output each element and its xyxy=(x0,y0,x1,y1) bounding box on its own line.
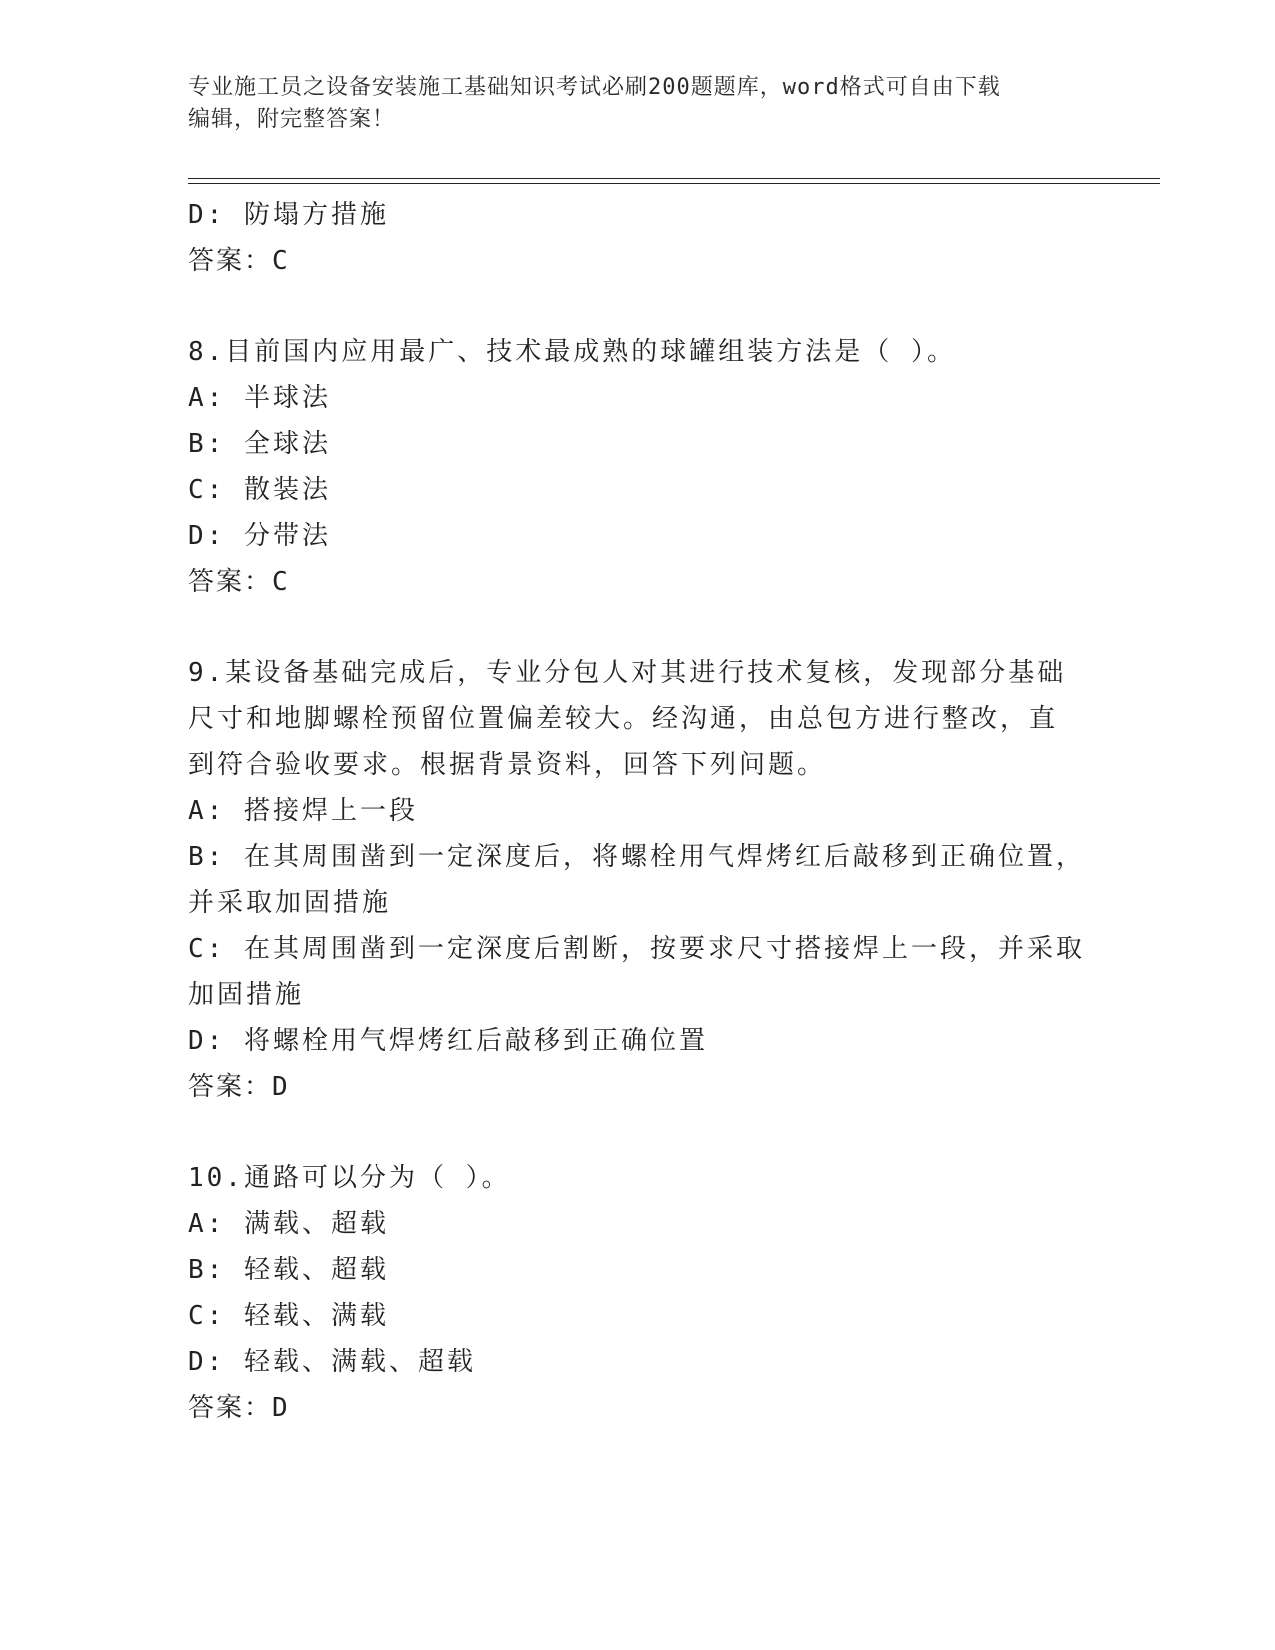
question-stem-line: 10.通路可以分为（ ）。 xyxy=(188,1163,511,1193)
header-divider-top xyxy=(188,178,1160,179)
spacer xyxy=(188,605,1088,650)
question-block xyxy=(188,1155,1088,1431)
option-a: A: 满载、超载 xyxy=(188,1209,389,1239)
question-stem xyxy=(188,329,1088,375)
header-divider-bottom xyxy=(188,183,1160,184)
partial-option-d: D: 防塌方措施 xyxy=(188,200,389,230)
answer-label: 答案：D xyxy=(188,1072,290,1102)
spacer xyxy=(188,284,1088,329)
question-stem xyxy=(188,650,1088,788)
question-stem-line: 8.目前国内应用最广、技术最成熟的球罐组装方法是（ ）。 xyxy=(188,337,956,367)
question-content xyxy=(188,192,1088,1431)
answer-label: 答案：D xyxy=(188,1393,290,1423)
option-b xyxy=(188,834,1088,926)
option-c-line: C: 在其周围凿到一定深度后割断，按要求尺寸搭接焊上一段，并采取 xyxy=(188,934,1085,964)
option-a: A: 半球法 xyxy=(188,383,331,413)
question-block xyxy=(188,329,1088,605)
question-stem xyxy=(188,1155,1088,1201)
option-b-line: B: 在其周围凿到一定深度后，将螺栓用气焊烤红后敲移到正确位置， xyxy=(188,842,1085,872)
question-stem-line: 尺寸和地脚螺栓预留位置偏差较大。经沟通，由总包方进行整改，直 xyxy=(188,704,1059,734)
option-c: C: 散装法 xyxy=(188,475,331,505)
header-line-2: 编辑，附完整答案！ xyxy=(188,107,396,132)
answer-label: 答案：C xyxy=(188,567,290,597)
header-line-1: 专业施工员之设备安装施工基础知识考试必刷200题题库，word格式可自由下载 xyxy=(188,75,1001,100)
spacer xyxy=(188,1110,1088,1155)
option-b-line: 并采取加固措施 xyxy=(188,888,392,918)
option-b: B: 全球法 xyxy=(188,429,331,459)
partial-answer: 答案：C xyxy=(188,246,290,276)
option-c-line: 加固措施 xyxy=(188,980,305,1010)
option-b: B: 轻载、超载 xyxy=(188,1255,389,1285)
option-d: D: 轻载、满载、超载 xyxy=(188,1347,476,1377)
option-d: D: 分带法 xyxy=(188,521,331,551)
document-header xyxy=(188,72,1088,136)
option-c: C: 轻载、满载 xyxy=(188,1301,389,1331)
question-block xyxy=(188,650,1088,1110)
option-d: D: 将螺栓用气焊烤红后敲移到正确位置 xyxy=(188,1026,708,1056)
question-stem-line: 9.某设备基础完成后，专业分包人对其进行技术复核，发现部分基础 xyxy=(188,658,1067,688)
question-stem-line: 到符合验收要求。根据背景资料，回答下列问题。 xyxy=(188,750,827,780)
option-c xyxy=(188,926,1088,1018)
option-a: A: 搭接焊上一段 xyxy=(188,796,418,826)
